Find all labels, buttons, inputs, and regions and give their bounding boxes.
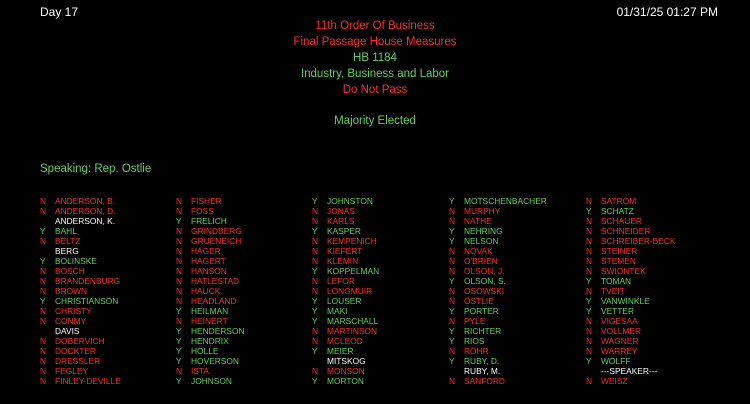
member-name: STEMEN (601, 256, 636, 266)
member-name: ANDERSON, D. (55, 206, 116, 216)
member-name: SCHATZ (601, 206, 634, 216)
member-name: FEGLEY (55, 366, 89, 376)
member-row (176, 286, 312, 296)
member-name: KIEFERT (327, 246, 363, 256)
member-name: JOHNSTON (327, 196, 373, 206)
vote-result: Majority Elected (334, 115, 416, 127)
member-row (586, 326, 722, 336)
member-name: SANFORD (464, 376, 505, 386)
member-name: CHRISTY (55, 306, 92, 316)
vote-mark: N (176, 246, 183, 256)
vote-mark: N (176, 276, 183, 286)
vote-mark: Y (40, 296, 46, 306)
member-name: BOSCH (55, 266, 85, 276)
vote-mark: Y (586, 206, 592, 216)
member-name: HAGER (191, 246, 221, 256)
member-name: DOBERVICH (55, 336, 105, 346)
member-row (312, 306, 448, 316)
vote-mark: Y (312, 296, 318, 306)
member-row (312, 286, 448, 296)
member-name: KARLS (327, 216, 355, 226)
member-row (586, 366, 722, 376)
member-row (586, 236, 722, 246)
member-row (40, 236, 176, 246)
vote-mark: Y (176, 356, 182, 366)
member-name: MARSCHALL (327, 316, 379, 326)
member-row (449, 236, 585, 246)
member-row (586, 206, 722, 216)
member-row (176, 346, 312, 356)
roll-column (40, 196, 176, 386)
member-row (176, 306, 312, 316)
member-row (312, 196, 448, 206)
member-name: KEMPENICH (327, 236, 377, 246)
member-name: OLSON, S. (464, 276, 506, 286)
vote-mark: N (312, 216, 319, 226)
member-row (586, 246, 722, 256)
member-name: LEFOR (327, 276, 355, 286)
vote-mark: Y (449, 326, 455, 336)
bill-number: HB 1184 (353, 52, 397, 64)
member-name: BOLINSKE (55, 256, 97, 266)
member-name: GRINDBERG (191, 226, 242, 236)
member-name: OLSON, J. (464, 266, 505, 276)
member-row (176, 196, 312, 206)
member-name: ANDERSON, B. (55, 196, 116, 206)
member-row (176, 206, 312, 216)
vote-mark: N (449, 256, 456, 266)
vote-mark: N (312, 236, 319, 246)
member-row (586, 336, 722, 346)
vote-mark: N (449, 296, 456, 306)
vote-mark: Y (449, 356, 455, 366)
vote-mark: N (176, 226, 183, 236)
member-name: FRELICH (191, 216, 227, 226)
member-row (40, 366, 176, 376)
member-row (176, 266, 312, 276)
vote-mark: Y (176, 336, 182, 346)
member-name: RICHTER (464, 326, 502, 336)
roll-column (449, 196, 585, 386)
member-name: CHRISTIANSON (55, 296, 119, 306)
member-row (449, 256, 585, 266)
vote-mark: Y (40, 226, 46, 236)
member-row (40, 256, 176, 266)
vote-mark: N (176, 196, 183, 206)
member-row (176, 276, 312, 286)
vote-mark: N (312, 286, 319, 296)
member-row (449, 196, 585, 206)
member-name: HEILMAN (191, 306, 229, 316)
member-row (586, 266, 722, 276)
measure-type: Final Passage House Measures (293, 36, 457, 48)
member-row (40, 216, 176, 226)
member-row (40, 206, 176, 216)
member-row (312, 276, 448, 286)
vote-mark: N (586, 346, 593, 356)
member-row (586, 196, 722, 206)
member-name: BRANDENBURG (55, 276, 121, 286)
vote-mark: N (449, 376, 456, 386)
member-row (176, 336, 312, 346)
vote-mark: N (586, 326, 593, 336)
member-name: VANWINKLE (601, 296, 650, 306)
vote-mark: Y (586, 296, 592, 306)
member-row (312, 266, 448, 276)
member-row (449, 266, 585, 276)
vote-mark: N (312, 256, 319, 266)
member-row (40, 276, 176, 286)
member-row (449, 216, 585, 226)
member-row (449, 246, 585, 256)
member-name: SWIONTEK (601, 266, 646, 276)
member-row (586, 376, 722, 386)
vote-mark: N (40, 236, 47, 246)
vote-mark: N (449, 286, 456, 296)
member-row (312, 376, 448, 386)
roll-column (586, 196, 722, 386)
member-name: WOLFF (601, 356, 631, 366)
member-name: STEINER (601, 246, 638, 256)
member-row (40, 306, 176, 316)
vote-mark: N (586, 266, 593, 276)
member-name: VIGESAA (601, 316, 638, 326)
member-row (312, 326, 448, 336)
speaking-line: Speaking: Rep. Ostlie (40, 163, 152, 175)
member-name: O'BRIEN (464, 256, 498, 266)
vote-mark: N (449, 216, 456, 226)
member-name: ISTA (191, 366, 209, 376)
vote-mark: Y (40, 256, 46, 266)
vote-mark: N (40, 206, 47, 216)
member-name: VETTER (601, 306, 635, 316)
member-name: ROHR (464, 346, 489, 356)
member-name: PORTER (464, 306, 499, 316)
member-name: MONSON (327, 366, 365, 376)
member-name: MEIER (327, 346, 354, 356)
vote-mark: Y (449, 196, 455, 206)
member-name: KLEMIN (327, 256, 359, 266)
vote-mark: Y (312, 196, 318, 206)
vote-mark: Y (176, 326, 182, 336)
member-name: HENDRIX (191, 336, 229, 346)
member-row (586, 316, 722, 326)
member-name: HOVERSON (191, 356, 239, 366)
member-name: HEINERT (191, 316, 228, 326)
member-name: MARTINSON (327, 326, 378, 336)
member-row (586, 226, 722, 236)
member-name: FISHER (191, 196, 222, 206)
vote-mark: N (176, 366, 183, 376)
vote-mark: N (40, 196, 47, 206)
vote-mark: Y (449, 276, 455, 286)
member-name: CONMY (55, 316, 87, 326)
vote-mark: Y (449, 306, 455, 316)
member-row (312, 206, 448, 216)
member-name: HAGERT (191, 256, 226, 266)
member-name: FINLEY-DEVILLE (55, 376, 121, 386)
member-row (176, 216, 312, 226)
vote-mark: N (40, 316, 47, 326)
member-name: FOSS (191, 206, 214, 216)
vote-mark: N (312, 246, 319, 256)
member-name: OSTLIE (464, 296, 494, 306)
member-name: BROWN (55, 286, 88, 296)
member-row (40, 356, 176, 366)
vote-mark: N (176, 256, 183, 266)
member-name: PYLE (464, 316, 486, 326)
member-row (449, 276, 585, 286)
member-name: MCLEOD (327, 336, 363, 346)
vote-mark: N (586, 236, 593, 246)
member-row (586, 296, 722, 306)
member-row (40, 286, 176, 296)
member-name: RUBY, M. (464, 366, 501, 376)
vote-mark: Y (449, 226, 455, 236)
member-row (312, 316, 448, 326)
member-row (312, 236, 448, 246)
member-row (312, 336, 448, 346)
member-row (449, 326, 585, 336)
member-name: ANDERSON, K. (55, 216, 116, 226)
vote-mark: Y (312, 226, 318, 236)
member-name: SATROM (601, 196, 637, 206)
vote-mark: Y (586, 276, 592, 286)
order-of-business: 11th Order Of Business (315, 20, 435, 32)
vote-mark: N (449, 346, 456, 356)
member-row (449, 206, 585, 216)
vote-mark: N (40, 286, 47, 296)
vote-mark: Y (176, 346, 182, 356)
member-name: HAUCK (191, 286, 221, 296)
member-row (312, 366, 448, 376)
vote-mark: Y (312, 346, 318, 356)
member-name: WARREY (601, 346, 638, 356)
vote-mark: N (586, 226, 593, 236)
member-row (449, 336, 585, 346)
member-name: ---SPEAKER--- (601, 366, 658, 376)
member-row (312, 356, 448, 366)
member-name: BERG (55, 246, 79, 256)
member-row (40, 196, 176, 206)
vote-mark: Y (586, 306, 592, 316)
vote-mark: Y (449, 336, 455, 346)
roll-column (176, 196, 312, 386)
member-name: HATLESTAD (191, 276, 240, 286)
vote-mark: N (312, 276, 319, 286)
member-row (312, 346, 448, 356)
vote-mark: N (176, 316, 183, 326)
vote-mark: N (176, 236, 183, 246)
member-name: BELTZ (55, 236, 81, 246)
member-name: LONGMUIR (327, 286, 373, 296)
member-row (176, 376, 312, 386)
member-name: MAKI (327, 306, 348, 316)
vote-mark: N (586, 246, 593, 256)
member-name: TOMAN (601, 276, 632, 286)
vote-mark: N (176, 296, 183, 306)
vote-mark: N (40, 356, 47, 366)
member-row (176, 316, 312, 326)
member-name: NOVAK (464, 246, 493, 256)
vote-mark: N (586, 376, 593, 386)
member-row (586, 346, 722, 356)
member-name: NEHRING (464, 226, 503, 236)
member-name: WAGNER (601, 336, 639, 346)
member-row (40, 376, 176, 386)
vote-mark: Y (176, 216, 182, 226)
vote-mark: N (40, 366, 47, 376)
member-row (40, 296, 176, 306)
member-name: HANSON (191, 266, 227, 276)
member-row (176, 256, 312, 266)
member-row (40, 326, 176, 336)
member-name: HOLLE (191, 346, 219, 356)
member-name: NATHE (464, 216, 492, 226)
vote-mark: Y (312, 316, 318, 326)
vote-mark: N (449, 266, 456, 276)
member-name: SCHNEIDER (601, 226, 651, 236)
member-name: RUBY, D. (464, 356, 500, 366)
member-name: OSOWSKI (464, 286, 505, 296)
member-row (40, 266, 176, 276)
member-row (312, 226, 448, 236)
member-row (449, 226, 585, 236)
day-label: Day 17 (40, 5, 79, 19)
vote-mark: Y (586, 356, 592, 366)
member-row (586, 256, 722, 266)
member-row (586, 216, 722, 226)
member-row (176, 246, 312, 256)
vote-mark: N (176, 266, 183, 276)
member-row (312, 246, 448, 256)
vote-mark: Y (312, 306, 318, 316)
member-row (176, 296, 312, 306)
member-name: MOTSCHENBACHER (464, 196, 547, 206)
member-row (586, 356, 722, 366)
member-name: HENDERSON (191, 326, 245, 336)
member-row (176, 356, 312, 366)
roll-column (312, 196, 448, 386)
member-row (176, 226, 312, 236)
date-time: 01/31/25 01:27 PM (616, 5, 718, 19)
vote-mark: N (312, 336, 319, 346)
member-row (312, 256, 448, 266)
member-row (449, 296, 585, 306)
member-row (449, 346, 585, 356)
vote-mark: N (586, 316, 593, 326)
vote-mark: N (449, 206, 456, 216)
member-name: RIOS (464, 336, 485, 346)
vote-mark: N (40, 376, 47, 386)
member-name: JONAS (327, 206, 355, 216)
vote-mark: N (312, 366, 319, 376)
member-row (176, 326, 312, 336)
member-name: MORTON (327, 376, 364, 386)
member-row (40, 246, 176, 256)
member-row (449, 306, 585, 316)
member-row (176, 236, 312, 246)
vote-mark: N (176, 206, 183, 216)
member-row (40, 346, 176, 356)
member-row (586, 276, 722, 286)
member-name: MITSKOG (327, 356, 366, 366)
member-row (449, 376, 585, 386)
member-name: TVEIT (601, 286, 625, 296)
vote-mark: N (449, 316, 456, 326)
member-name: MURPHY (464, 206, 501, 216)
vote-mark: Y (312, 376, 318, 386)
member-row (312, 296, 448, 306)
vote-mark: N (586, 216, 593, 226)
vote-mark: N (40, 306, 47, 316)
vote-mark: N (176, 286, 183, 296)
vote-mark: N (40, 276, 47, 286)
member-row (586, 286, 722, 296)
member-name: DOCKTER (55, 346, 96, 356)
member-row (176, 366, 312, 376)
member-name: KOPPELMAN (327, 266, 380, 276)
member-name: DAVIS (55, 326, 80, 336)
vote-mark: N (449, 246, 456, 256)
vote-mark: N (40, 266, 47, 276)
vote-mark: N (586, 196, 593, 206)
member-name: JOHNSON (191, 376, 232, 386)
vote-mark: N (312, 206, 319, 216)
vote-mark: Y (176, 306, 182, 316)
member-name: LOUSER (327, 296, 362, 306)
member-row (449, 356, 585, 366)
member-name: GRUENEICH (191, 236, 242, 246)
vote-mark: Y (312, 266, 318, 276)
member-row (40, 226, 176, 236)
committee-name: Industry, Business and Labor (300, 68, 450, 80)
committee-recommendation: Do Not Pass (342, 84, 408, 96)
vote-mark: N (40, 346, 47, 356)
member-name: SCHREIBER-BECK (601, 236, 676, 246)
member-name: WEISZ (601, 376, 628, 386)
member-name: HEADLAND (191, 296, 237, 306)
vote-mark: Y (449, 236, 455, 246)
member-row (449, 286, 585, 296)
vote-mark: Y (176, 376, 182, 386)
member-row (449, 366, 585, 376)
member-row (40, 336, 176, 346)
member-name: DRESSLER (55, 356, 101, 366)
vote-mark: N (586, 286, 593, 296)
vote-mark: N (312, 326, 319, 336)
member-row (40, 316, 176, 326)
member-row (312, 216, 448, 226)
vote-mark: N (586, 256, 593, 266)
member-name: NELSON (464, 236, 499, 246)
vote-mark: N (40, 336, 47, 346)
member-name: BAHL (55, 226, 77, 236)
member-row (586, 306, 722, 316)
member-row (449, 316, 585, 326)
member-name: VOLLMER (601, 326, 642, 336)
vote-mark: N (586, 336, 593, 346)
member-name: SCHAUER (601, 216, 642, 226)
member-name: KASPER (327, 226, 361, 236)
